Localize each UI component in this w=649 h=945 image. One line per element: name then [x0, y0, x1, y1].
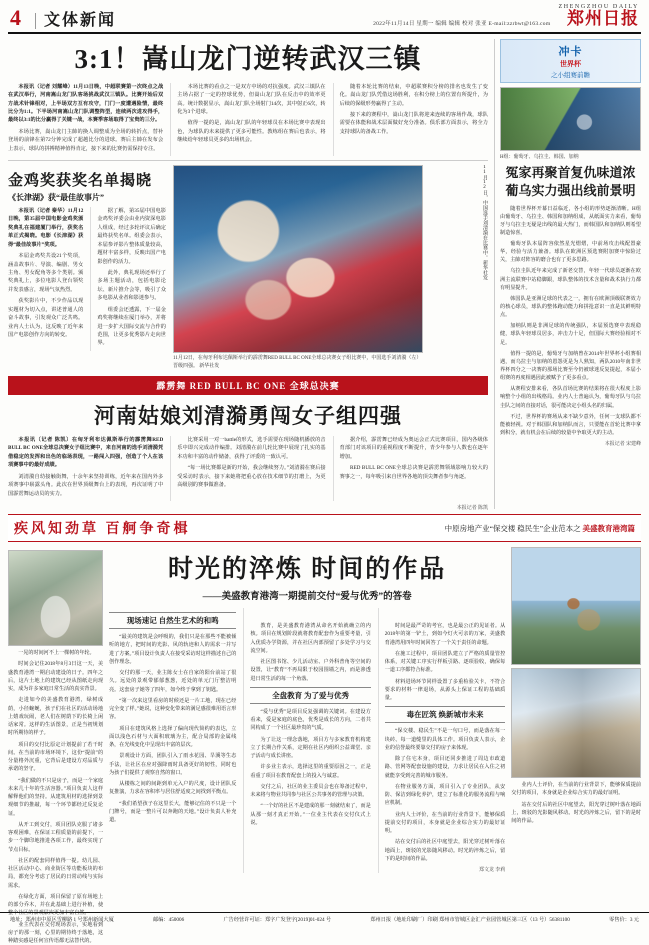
paragraph: “第一次来这里看房的时候还是一片工地，现在已经完全变了样。”她说，这种变化带来的满足感很难用语言形容。 — [109, 697, 236, 722]
rail-logo-sub: 世界杯 — [504, 59, 637, 69]
page-footer — [0, 912, 649, 928]
paragraph: RED BULL BC ONE全球总决赛是霹雳舞领域影响力较大的赛事之一，每年吸引来自世界各地的顶尖舞者参与角逐。 — [340, 464, 488, 481]
feature-main — [109, 547, 505, 919]
paragraph: 时间是最严苛的考官，也是最公正的见证者。从2018年的第一铲土，到如今灯火可亲的万家，美盛教育港湾用四年时间回答了一个关于责任的命题。 — [385, 622, 505, 647]
paragraph: 时间会记住2018年8月3日这一天，美盛教育港湾一期启动建设的日子。四年之后，这片土地上的建筑已经从图纸走向现实，成为许多家庭日常生活的真实背景。 — [8, 660, 103, 693]
event-banner: 霹雳舞 RED BULL BC ONE 全球总决赛 — [8, 376, 488, 395]
paragraph: “我们希望孩子在这里长大，能够记住的不只是一个门牌号，而是一整片可以奔跑的天地。”设计负责人补充道。 — [109, 800, 236, 825]
paper-logo — [558, 4, 639, 29]
paragraph: 组委会还透露，下一届金鸡奖将继续在厦门举办，并将进一步扩大国际交流与合作的范围，让更多优秀影片走向世界。 — [97, 306, 166, 348]
paragraph: 在施工过程中，项目团队建立了严格的质量管控体系，对关键工序实行样板引路、逐项验收，确保每一道工序都符合标准。 — [385, 650, 505, 675]
lead-story-block — [8, 39, 488, 509]
paragraph: 值得一提的是，葡萄牙与加纳曾在2014年世界杯小组赛相遇，而乌拉圭与加纳的恩怨更是为人熟知，两队2010年南非世界杯四分之一决赛的那场比赛至今仍被球迷反复提起，本届小组赛的再度相遇因此被赋予了更多看点。 — [500, 350, 641, 383]
breaking-photo-wrap — [173, 165, 423, 370]
top-section — [8, 39, 641, 509]
footer-ads: 广告经营许可证：郑字广发登字[2019]01-024 号 — [223, 916, 331, 923]
rail-header — [500, 39, 641, 83]
paper-name-en: ZHENGZHOU DAILY — [558, 4, 639, 11]
paragraph: 材料进场环节同样设置了多重检验关卡，不符合要求的材料一律退场，从源头上保证工程的基础质量。 — [385, 678, 505, 703]
feature-byline: 郑文龙 李莉 — [385, 866, 505, 873]
paragraph: 交付之后，社区的业主委员会也在筹备过程中，未来将与物业共同参与社区公共事务的管理与决策。 — [250, 783, 370, 800]
feature-banner-left: 疾风知劲草 百舸争奇楫 — [14, 518, 191, 538]
paragraph: 业主代表在交付现场表示，实地看到房子的那一刻，心里的期待终于落地，这种踏实感是任何宣传语都无法替代的。 — [8, 921, 103, 945]
rail-photo-caption: H组：葡萄牙、乌拉圭、韩国、加纳 — [500, 153, 641, 160]
feature-banner-prefix: 中原房地产业“保交楼 稳民生”企业范本之 — [445, 524, 581, 533]
rail-byline: 本报记者 宋建峰 — [500, 440, 641, 447]
paragraph: 在绿化方面，项目保留了原有场地上的部分乔木，并在此基础上进行补植，使整个社区的景观层次更加丰富自然。 — [8, 893, 103, 918]
paragraph: 据了解，第35届中国电影金鸡奖评委会由业内资深电影人组成，经过多轮评议后确定最终获奖名单。组委会表示，本届参评影片整体质量较高，题材丰富多样，反映出国产电影创作的活力。 — [97, 207, 166, 266]
masthead-meta: 2022年11月14日 星期一 编辑 编辑 校对 张亚 E-mail:zzrbwt@163.com — [124, 19, 550, 29]
sub-headline: 金鸡奖获奖名单揭晓 — [8, 169, 166, 190]
paragraph: 社区的配套同样值得一提。幼儿园、社区活动中心、商业街区等功能板块的布局，都充分考虑了居民的日常动线与实际需求。 — [8, 857, 103, 890]
world-cup-photo — [500, 87, 641, 151]
feature-section-label-2: 全盘教育 为了爱与优秀 — [250, 687, 370, 704]
story3-body — [8, 436, 488, 501]
paragraph: 业内人士评价，在当前的行业背景下，能够保质提前交付的项目，本身就是企业综合实力的最好证明。 — [511, 781, 641, 798]
footer-address: 地址：郑州市中原区雪柳路 1 号郑州新闻大厦 — [10, 916, 114, 923]
rail-logo: 冲卡 — [504, 43, 637, 59]
paragraph: 从楼栋之间的间距到单元入户的尺度，设计团队反复推演，力求在容积率与居住舒适度之间找到平衡点。 — [109, 780, 236, 797]
feature-right-images — [511, 547, 641, 919]
paragraph: 除了住宅本身，项目还同步推进了周边市政道路、管网等配套设施的建设，力求让居民在入住之初就能享受到完善的城市服务。 — [385, 755, 505, 780]
lead-column-2 — [170, 83, 325, 156]
feature-subheadline: ——美盛教育港湾一期提前交付“爱与优秀”的答卷 — [109, 588, 505, 602]
paragraph: 项目的交付比原定计划提前了若干时间。在当前的市场环境下，这份“提前”的分量格外沉重，它背后是建设方对品质与承诺的坚守。 — [8, 741, 103, 774]
paragraph: 刘清漪自幼接触街舞，十余年来坚持训练，近年来在国内外多项赛事中崭露头角。此次在世界顶级舞台上的表现，再次证明了中国霹雳舞运动员的实力。 — [8, 473, 163, 498]
paragraph: 景观设计方面，团队引入了雨水花园、旱溪等生态手法，让社区在应对强降雨时具备更好的韧性，同时也为孩子们提供了观察自然的窗口。 — [109, 752, 236, 777]
paragraph: 本届金鸡奖共设21个奖项，涵盖故事片、导演、编剧、男女主角、男女配角等多个类别。颁奖典礼上，多位电影人登台领奖并发表感言，现场气氛热烈。 — [8, 252, 83, 294]
masthead — [8, 0, 641, 34]
paragraph: “保交楼、稳民生”不是一句口号，而是落在每一块砖、每一道缝里的具体工作。项目负责人表示，企业的信誉最终要靠交付的房子来体现。 — [385, 727, 505, 752]
paragraph: 交付的那一天，业主陈女士在自家的阳台前站了很久。远处的景观带郁郁葱葱，近处的单元门厅整洁明亮。这套房子她等了四年，如今终于拿到了钥匙。 — [109, 669, 236, 694]
story3-byline: 本报记者 陈凯 — [8, 504, 488, 511]
footer-print: 郑州日报（地址印刷厂）印刷 郑州市管城区金汇产业园管城区第三区（13 号）56381100 — [370, 916, 570, 923]
paragraph: 加纳队则是非洲足球的传统强队，本届预选赛中表现稳健，球队年轻球员居多，冲击力十足，但国际大赛经验相对不足。 — [500, 322, 641, 346]
paragraph: 本报讯（记者 陈凯）在匈牙利布达佩斯举行的霹雳舞RED BULL BC ONE全球总决赛女子组比赛中，来自河南的选手刘清漪凭借稳定的发挥和出色的临场表现，一路闯入四强，创造了个人在该项赛事中的最好成绩。 — [8, 436, 163, 470]
feature-section — [8, 547, 641, 919]
feature-banner-right — [445, 523, 635, 534]
paragraph: 项目在建筑风格上选择了偏向现代简约的表达，立面以浅色石材与大面积玻璃为主，配合局部的金属线条，在光线变化中呈现出丰富的层次。 — [109, 725, 236, 750]
paragraph: 比赛采用一对一battle的形式，选手需要在现场随机播放的音乐中即兴完成动作编排。刘清漪在前几轮比赛中展现了扎实的基本功和丰富的动作储备，获得了评委的一致认可。 — [177, 436, 325, 461]
paragraph: 站在交付后的社区中庭望去，阳光穿过树叶落在地面上，斑驳的光影随风移动。时光的淬炼之后，留下的是时间的作品。 — [511, 801, 641, 826]
paragraph: 不过，世界杯的赛场从来不缺少意外，任何一支球队都不能被轻视。对于韩国队和加纳队而言，只要能在首轮比赛中拿到积分，就有机会在后续的较量中争取更大的主动。 — [500, 413, 641, 437]
story3-headline: 河南姑娘刘清漪勇闯女子组四强 — [8, 400, 488, 430]
feature-headline: 时光的淬炼 时间的作品 — [109, 549, 505, 585]
paragraph: 本报讯（记者 刘耀峰）11月13日晚，中超联赛第一次终点之战在武汉举行，河南嵩山龙门队客场挑战武汉三镇队。比赛开始后双方战术针锋相对，上半场双方互有攻守，门门一度遭遇险情，最终比分为1:1。下半场河南嵩山龙门队调整阵型，连续两次进攻得手，最终以3:1的比分赢得了关键一战，本赛季客场取得了宝贵的三分。 — [8, 83, 163, 125]
lead-column-3 — [333, 83, 488, 156]
paragraph: 本场比赛，嵩山龙门主帥的换人调整成为全场的转折点，替补登场的前锋在第72分钟完成了超越比分的进球。赛后主帥在发布会上表示，球队的拼搏精神值得肯定，接下来的比赛仍需保持专注。 — [8, 128, 163, 153]
paragraph: 葡萄牙队本届阵容依然星光熠熠，中前场攻击线配置豪华，经验与活力兼备。球队在欧洲区预选赛附加赛中惊险过关，主帥对阵容的磨合也有了更多思路。 — [500, 240, 641, 264]
paragraph: 在物业服务方面，项目引入了专业团队，从安防、保洁到绿化养护，建立了标准化的服务流程与响应机制。 — [385, 783, 505, 808]
paragraph: 业内人士评价，在当前的行业背景下，能够保质提前交付的项目，本身就是企业综合实力的最好证明。 — [385, 811, 505, 836]
paragraph: 本场比赛的看点之一是双方中场的对抗强度。武汉三镇队在主场占据了一定的控球优势，但嵩山龙门队在反击中的效率更高。统计数据显示，嵩山龙门队全场射门14次，其中射正6次，转化为3个进球。 — [177, 83, 325, 117]
paragraph: 乌拉圭队近年来完成了新老交替，年轻一代球员逐渐在欧洲主流联赛中站稳脚跟，球队整体的技术含量和战术执行力都有明显提升。 — [500, 267, 641, 291]
lead-body — [8, 83, 488, 156]
paragraph: 从赛程安排来看，各队首场比赛的结果将在很大程度上影响整个小组的出线格局。业内人士普遍认为，葡萄牙队与乌拉圭队之间的直接对话，很可能决定小组头名的归属。 — [500, 385, 641, 409]
paragraph: “最美的建筑是会呼吸的，我们只是在那些不能被倾听的地方，把时间的光影、风的轨迹和人的需求一并写进了方案。”项目设计负责人在接受采访时这样描述自己的创作理念。 — [109, 633, 236, 666]
photo-caption: 11月12日，在匈牙利布达佩斯举行的霹雳舞RED BULL BC ONE全球总决赛女子组比赛中，中国选手刘清漪（左）晋级四强。 新华社发 — [173, 355, 423, 370]
world-cup-rail — [494, 39, 641, 509]
paragraph: “我们做的不只是房子，而是一个家庭未来几十年的生活容器。”项目负责人这样解释他们的坚持。从建筑用材的选择到景观细节的推敲，每一个环节都经过反复论证。 — [8, 777, 103, 818]
paragraph: 接下来的赛程中，嵩山龙门队将迎来连续的客场作战，球队需要在体能和战术层面做好充分准备。俱乐部方面表示，将全力支持球队的备战工作。 — [340, 111, 488, 136]
paragraph: 一晃的时间河不上一棵树的年轮。 — [8, 649, 103, 657]
building-photo — [511, 668, 641, 778]
feature-section-label-1: 现场速记 自然生艺术的和鸣 — [109, 612, 236, 629]
breaking-photo — [173, 165, 423, 353]
paragraph: 本报讯（记者 秦华）11月12日晚，第35届中国电影金鸡奖颁奖典礼在福建厦门举行，获奖名单正式揭晓。电影《长津湖》获得“最佳故事片”奖项。 — [8, 207, 83, 249]
feature-banner — [8, 514, 641, 542]
paragraph: 走进如今的美盛教育港湾，绿树成荫，小径蜿蜒，孩子们在社区的活动场地上嬉戏玩闹，老人们在树荫下的长椅上闲话家常。这样的生活图景，正是当初规划时所期待的样子。 — [8, 696, 103, 737]
paragraph: 随着世界杯开幕日益临近，各小组的形势逐渐清晰。H组由葡萄牙、乌拉圭、韩国和加纳组成，从纸面实力来看，葡萄牙与乌拉圭无疑是出线的最大热门，而韩国队和加纳队则希望制造惊喜。 — [500, 205, 641, 238]
lead-column-1 — [8, 83, 163, 156]
story3-column-1 — [8, 436, 163, 501]
sculpture-photo — [511, 547, 641, 665]
photo-block — [173, 165, 488, 370]
rail-headline-line1: 冤家再聚首复仇味道浓 — [500, 165, 641, 181]
paragraph: 值得一提的是，嵩山龙门队的年轻球员在本场比赛中表现出色，为球队的未来提供了更多可能性。教练组在赛后也表示，将继续给年轻球员更多的出场机会。 — [177, 119, 325, 144]
rendering-image-left — [8, 550, 103, 646]
paragraph: 站在交付后的社区中庭望去，阳光穿过树叶落在地面上，斑驳的光影随风移动。时光的淬炼之后，留下的是时间的作品。 — [385, 838, 505, 863]
feature-left-column — [8, 547, 103, 919]
feature-banner-highlight: 美盛教育港湾篇 — [583, 524, 636, 533]
lead-headline: 3:1！嵩山龙门逆转武汉三镇 — [8, 45, 488, 75]
footer-postcode: 邮编：450006 — [153, 916, 184, 923]
paragraph: 为了让这一理念落地，项目方与多家教育机构建立了长期合作关系，定期在社区内组织公益课堂、亲子活动与成长讲座。 — [250, 736, 370, 761]
paragraph: “爱与优秀”是项目反复强调的关键词。在建设方看来，爱是家庭的底色，优秀是成长的方向，二者共同构成了一个社区最珍贵的气质。 — [250, 708, 370, 733]
rail-headline-line2: 葡乌实力强出线前景明 — [500, 183, 641, 199]
divider — [8, 160, 488, 161]
paper-name-cn: 郑州日报 — [558, 10, 639, 29]
paragraph: 此外，典礼现场还举行了多场主题活动，包括电影论坛、新片推介会等，吸引了众多电影从业者和影迷参与。 — [97, 269, 166, 303]
paragraph: “每一场比赛都是新的开始，我会继续努力。”刘清漪在赛后接受采访时表示，接下来她将把重心放在技术细节的打磨上，为更高级别的赛事做准备。 — [177, 464, 325, 489]
feature-section-label-3: 毒在匠筑 焕新城市未来 — [385, 706, 505, 723]
photo-side-caption: 11月12日，中国选手刘清漪在比赛中。新华社发 — [426, 165, 488, 353]
sub-column-1 — [8, 207, 83, 351]
story3-column-3 — [333, 436, 488, 501]
paragraph: 社区图书馆、少儿活动室、户外科普角等空间的设置，让“教育”不再局限于校园围墙之内，而是渗透进日常生活的每一个角落。 — [250, 658, 370, 683]
paragraph: 教育，是美盛教育港湾从命名开始就确立的内核。项目在规划阶段就将教育配套作为重要考量，引入优质办学资源，并在社区内部预留了多处学习与交流空间。 — [250, 622, 370, 655]
rail-logo-side: 之小组赛前瞻 — [504, 70, 637, 79]
paragraph: 随着本轮比赛的结束，中超联赛积分榜的排名也发生了变化。嵩山龙门队凭借这场胜利，在积分榜上的位置有所提升，为后续的保级形势赢得了主动。 — [340, 83, 488, 108]
paragraph: 据介绍，霹雳舞已经成为奥运会正式比赛项目，国内各级体育部门对该项目的重视程度不断提升，青少年参与人数也在逐年增加。 — [340, 436, 488, 461]
paragraph: 获奖影片中，不少作品以现实题材为切入点，讲述普通人的奋斗故事，引发观众广泛共鸣。业内人士认为，这反映了近年来国产电影创作方向的转变。 — [8, 297, 83, 339]
section-title: 文体新闻 — [35, 13, 116, 29]
paragraph: 韩国队是亚洲足球的代表之一，拥有在欧洲顶级联赛效力的核心球员，球队的整体跑动能力和拼抢意识一直是其鲜明特点。 — [500, 295, 641, 319]
page-number: 4 — [10, 7, 27, 29]
paragraph: “一个好的社区不是建成的那一刻就结束了，而是从那一刻才真正开始。”一位业主代表在交付仪式上说。 — [250, 802, 370, 827]
rail-body — [500, 205, 641, 438]
paragraph: 从开工到交付，项目团队克服了诸多客观困难，在保证工程质量的前提下，一步一个脚印地推进各项工作，最终实现了节点目标。 — [8, 821, 103, 854]
footer-price: 零售价：3 元 — [609, 916, 639, 923]
sub-column-2 — [90, 207, 166, 351]
sub-subheadline: 《长津湖》获“最佳故事片” — [8, 192, 166, 203]
story3-column-2 — [170, 436, 325, 501]
sub-story-block — [8, 165, 166, 370]
paragraph: 许多业主表示，选择这里的重要原因之一，正是看重了项目在教育配套上的投入与诚意。 — [250, 763, 370, 780]
